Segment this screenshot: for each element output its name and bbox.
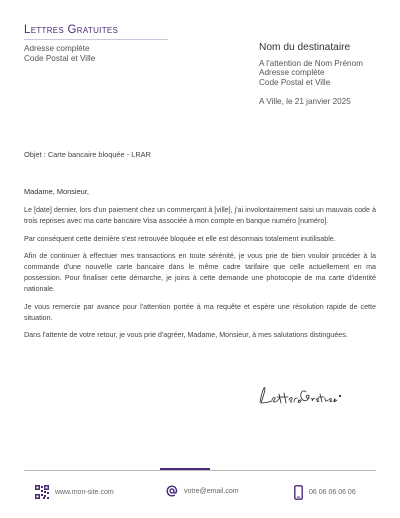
- recipient-block: [259, 42, 389, 106]
- paragraph-closing: Dans l'attente de votre retour, je vous prie d'agréer, Madame, Monsieur, à mes salutations distinguées.: [24, 331, 348, 339]
- sender-postal-city: Code Postal et Ville: [24, 53, 96, 63]
- email-text[interactable]: votre@email.com: [184, 487, 239, 495]
- footer-divider: [24, 470, 376, 471]
- recipient-name: Nom du destinataire: [259, 42, 351, 53]
- phone-text[interactable]: 06 06 06 06 06: [309, 489, 356, 496]
- paragraph-request: Afin de continuer à effectuer mes transactions en toute sérénité, je vous prie de bien vouloir procéder à la commande d'une nouvelle carte bancaire dans le même cadre tarifaire que celle actuellement en ma possession. Pour finaliser cette démarche, je joins à cette demande une photocopie de ma carte d'identité nationale.: [24, 252, 376, 293]
- paragraph-incident: Le [date] dernier, lors d'un paiement chez un commerçant à [ville], j'ai involontairement saisi un mauvais code à trois reprises avec ma carte bancaire Visa associée à mon compte en banque numéro [numéro].: [24, 206, 376, 225]
- paragraph-consequence: Par conséquent cette dernière s'est retrouvée bloquée et elle est désormais totalement inutilisable.: [24, 234, 336, 243]
- brand-name: Lettres Gratuites: [24, 24, 119, 36]
- qr-code-icon: [35, 485, 49, 499]
- brand-underline: [24, 39, 168, 40]
- mobile-phone-icon: [294, 485, 303, 500]
- website-text[interactable]: www.mon-site.com: [55, 488, 114, 496]
- letter-date: A Ville, le 21 janvier 2025: [259, 96, 351, 106]
- recipient-postal-city: Code Postal et Ville: [259, 77, 331, 87]
- sender-block: [24, 24, 168, 63]
- greeting: Madame, Monsieur,: [24, 187, 89, 196]
- footer-email: [166, 485, 239, 497]
- letter-body: [24, 187, 376, 348]
- paragraph-thanks: Je vous remercie par avance pour l'attention portée à ma requête et espère une résolution rapide de cette situation.: [24, 302, 376, 322]
- recipient-attention: A l'attention de Nom Prénom: [259, 59, 363, 68]
- recipient-address: Adresse complète: [259, 68, 325, 78]
- footer-website: [35, 485, 114, 499]
- letter-subject: Objet : Carte bancaire bloquée - LRAR: [24, 150, 151, 159]
- sender-address: Adresse complète: [24, 44, 90, 53]
- handwritten-signature: [256, 378, 346, 408]
- footer-phone: [294, 485, 356, 500]
- at-sign-icon: [166, 485, 178, 497]
